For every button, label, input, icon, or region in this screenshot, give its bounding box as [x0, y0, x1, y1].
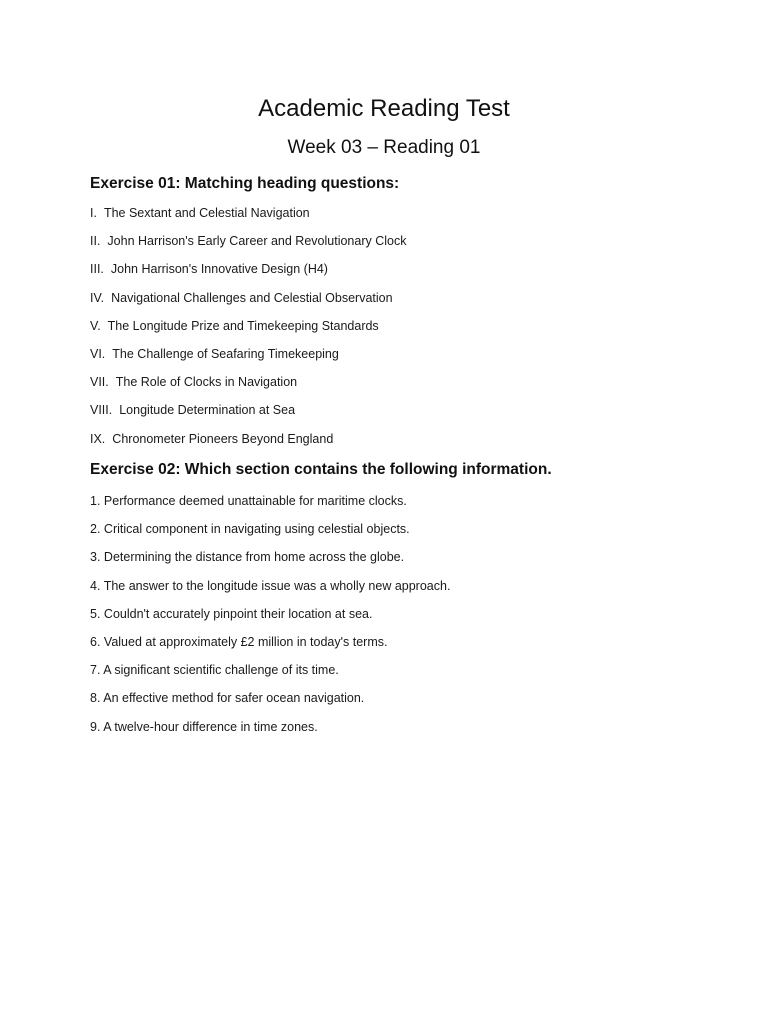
list-item	[90, 255, 406, 283]
item-number: IX.	[90, 431, 106, 446]
list-item	[90, 600, 450, 628]
item-number: I.	[90, 206, 97, 220]
list-item	[90, 368, 406, 396]
item-text: Critical component in navigating using celestial objects.	[103, 522, 410, 537]
item-text: John Harrison's Early Career and Revolutionary Clock	[107, 234, 407, 249]
item-number: 5.	[90, 606, 101, 621]
exercise-2-list	[90, 487, 450, 741]
item-text: The Sextant and Celestial Navigation	[103, 206, 310, 220]
item-number: 8.	[90, 691, 101, 706]
item-number: 3.	[90, 550, 101, 565]
item-number: 1.	[90, 494, 101, 508]
item-number: 7.	[90, 663, 101, 678]
item-number: VI.	[90, 346, 106, 361]
list-item	[90, 312, 406, 340]
item-text: The Longitude Prize and Timekeeping Standards	[107, 318, 379, 333]
list-item	[90, 199, 406, 227]
item-text: An effective method for safer ocean navigation.	[103, 691, 365, 706]
item-text: Chronometer Pioneers Beyond England	[112, 431, 334, 446]
item-text: Navigational Challenges and Celestial Observation	[111, 290, 393, 305]
item-text: The Challenge of Seafaring Timekeeping	[112, 346, 339, 361]
item-text: Valued at approximately £2 million in today's terms.	[103, 634, 388, 649]
exercise-1-list	[90, 199, 406, 453]
list-item	[90, 284, 406, 312]
item-number: 6.	[90, 634, 101, 649]
item-text: Performance deemed unattainable for maritime clocks.	[103, 494, 407, 508]
list-item	[90, 487, 450, 515]
item-number: V.	[90, 318, 101, 333]
exercise-2-heading: Exercise 02: Which section contains the following information.	[90, 461, 552, 478]
list-item	[90, 713, 450, 741]
item-number: 4.	[90, 578, 101, 593]
list-item	[90, 572, 450, 600]
item-text: Determining the distance from home across the globe.	[103, 550, 405, 565]
item-text: John Harrison's Innovative Design (H4)	[110, 262, 328, 277]
list-item	[90, 227, 406, 255]
exercise-1-heading: Exercise 01: Matching heading questions:	[90, 175, 400, 192]
item-number: 9.	[90, 719, 101, 734]
list-item	[90, 515, 450, 543]
page-title: Academic Reading Test	[258, 95, 510, 122]
item-text: The answer to the longitude issue was a wholly new approach.	[103, 578, 451, 593]
list-item	[90, 396, 406, 424]
list-item	[90, 628, 450, 656]
list-item	[90, 425, 406, 453]
item-text: Longitude Determination at Sea	[119, 403, 296, 418]
item-number: VIII.	[90, 403, 113, 418]
item-text: Couldn't accurately pinpoint their location at sea.	[103, 606, 373, 621]
page-subtitle: Week 03 – Reading 01	[287, 137, 481, 158]
item-number: 2.	[90, 522, 101, 537]
item-number: II.	[90, 234, 101, 249]
item-number: IV.	[90, 290, 105, 305]
item-number: III.	[90, 262, 104, 277]
item-text: The Role of Clocks in Navigation	[115, 375, 298, 390]
item-text: A significant scientific challenge of its time.	[103, 663, 339, 678]
list-item	[90, 656, 450, 684]
item-number: VII.	[90, 375, 109, 390]
list-item	[90, 684, 450, 712]
list-item	[90, 543, 450, 571]
item-text: A twelve-hour difference in time zones.	[103, 719, 318, 734]
list-item	[90, 340, 406, 368]
